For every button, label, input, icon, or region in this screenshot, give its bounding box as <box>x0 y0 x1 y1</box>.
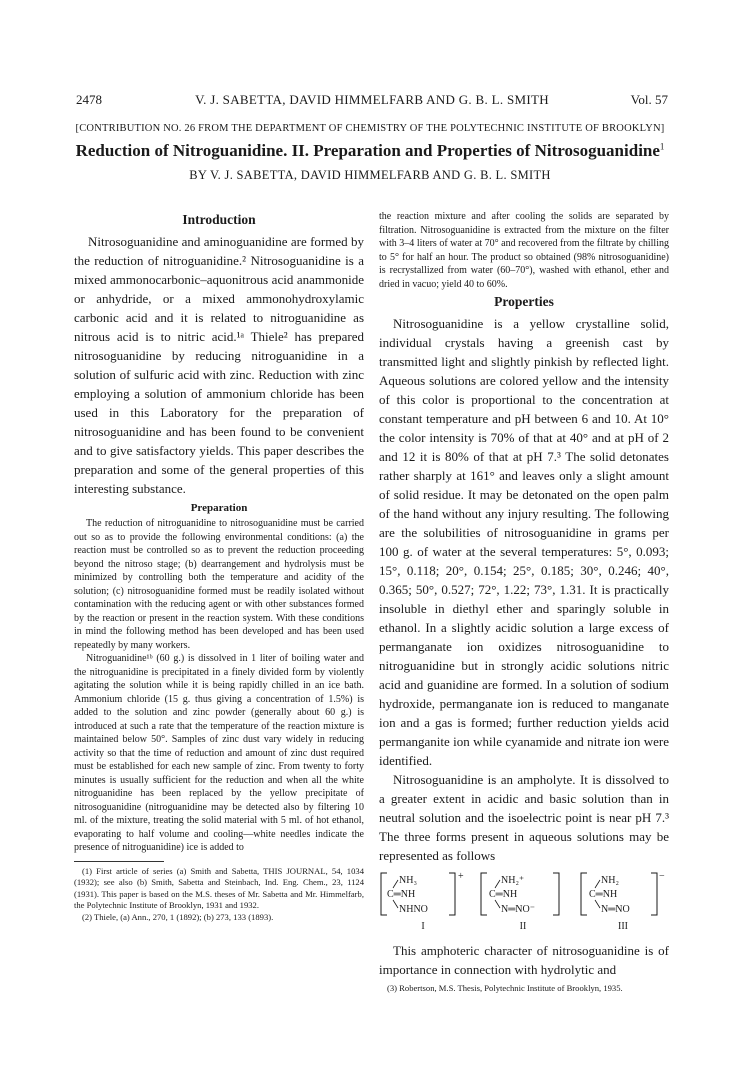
structure-III-bot: N═NO <box>601 904 630 915</box>
structure-II-bot: N═NO⁻ <box>501 904 536 915</box>
contribution-line: [CONTRIBUTION NO. 26 FROM THE DEPARTMENT OF CHEMISTRY OF THE POLYTECHNIC INSTITUTE OF BROOKLYN] <box>75 123 665 134</box>
structure-III-drawing <box>579 871 667 921</box>
structure-III <box>579 871 667 937</box>
properties-paragraph-3: This amphoteric character of nitrosoguanidine is of importance in connection with hydrolytic and <box>379 943 669 977</box>
footnote-1: (1) First article of series (a) Smith and Sabetta, THIS JOURNAL, 54, 1034 (1932); see also (b) Smith, Sabetta and Steinbach, Ind. Eng. Chem., 23, 1124 (1931). This paper is based on the M.S. theses of Mr. Sabetta and Mr. Himmelfarb, the Polytechnic Institute of Brooklyn, 1931 and 1932. <box>74 865 364 910</box>
volume-label: Vol. 57 <box>630 92 668 107</box>
structure-II-mid: C═NH <box>489 889 518 900</box>
structure-II-label: II <box>519 921 527 932</box>
preparation-paragraph-1: The reduction of nitroguanidine to nitrosoguanidine must be carried out so as to provide the following environmental conditions: (a) the reaction must be controlled so as to prevent the reduction proceeding beyond the nitroso stage; (b) dearrangement and hydrolysis must be minimized by controlling both the temperature and acidity of the solution; (c) nitrosoguanidine formed must be readily isolated without contamination with the reducing agent or with other substances formed by the reaction or present in the reaction system. With these conditions in mind the following method has been developed and has been used repeatedly by many workers. <box>74 518 364 651</box>
title-footnote-marker: 1 <box>659 141 665 152</box>
paper-title <box>0 141 740 161</box>
structure-I-drawing <box>379 871 467 921</box>
byline: BY V. J. SABETTA, DAVID HIMMELFARB AND G. B. L. SMITH <box>189 168 551 182</box>
properties-paragraph-2: Nitrosoguanidine is an ampholyte. It is dissolved to a greater extent in acidic and basic solution than in neutral solution and the isoelectric point is near pH 7.³ The three forms present in aqueous solutions may be represented as follows <box>379 772 669 863</box>
right-column <box>379 210 669 995</box>
structure-III-label: III <box>618 921 628 932</box>
running-header <box>76 92 668 110</box>
structure-I-bot: NHNO <box>399 904 428 915</box>
structure-II-top: NH₂⁺ <box>501 875 525 886</box>
structure-III-mid: C═NH <box>589 889 618 900</box>
footnote-2: (2) Thiele, (a) Ann., 270, 1 (1892); (b) 273, 133 (1893). <box>82 911 274 922</box>
properties-paragraph-1: Nitrosoguanidine is a yellow crystalline solid, individual crystals having a greenish cast by transmitted light and slightly pinkish by reflected light. Aqueous solutions are colored yellow and the intensity of this color is proportional to the concentration at constant temperature and pH between 6 and 10. At 10° the color intensity is 70% of that at 40° and at pH of 2 and 12 it is 80% of that at pH 7.³ The solid detonates rather sharply at 161° and leaves only a slight amount of solid residue. It may be detonated on the open palm of the hand without any injury resulting. The following are the solubilities of nitrosoguanidine in grams per 100 g. of water at the several temperatures: 5°, 0.093; 15°, 0.118; 20°, 0.154; 25°, 0.185; 30°, 0.246; 40°, 0.365; 50°, 0.527; 72°, 1.22; 73°, 1.31. It is practically insoluble in diethyl ether and sparingly soluble in ethanol. In a slightly acidic solution a large excess of permanganate ion oxidizes nitrosoguanidine to nitroguanidine but in strongly acidic solutions nitric acid and guanidine are formed. In a solution of sodium hydroxide, permanganate ion is reduced to manganate ion and a gas is formed; further reduction yields acid permanganite ion while cyanamide and nitrate ion were identified. <box>379 316 669 768</box>
introduction-heading: Introduction <box>182 212 256 227</box>
preparation-heading: Preparation <box>190 502 248 514</box>
structure-III-charge: − <box>659 871 665 882</box>
preparation-continued: the reaction mixture and after cooling the solids are separated by filtration. Nitrosoguanidine is extracted from the mixture on the filter with 3–4 liters of water at 70° and recovered from the filtrate by chilling to 5° for half an hour. The product so obtained (98% nitrosoguanidine) is recrystallized from water (60–70°), washed with ethanol, ether and dried in vacuo; yield 40 to 60%. <box>379 211 669 290</box>
footnote-rule <box>74 861 164 862</box>
ampholyte-structures <box>379 871 669 937</box>
structure-I-charge: + <box>458 871 464 882</box>
structure-III-top: NH₂ <box>601 875 619 886</box>
left-column <box>74 210 364 923</box>
title-text: Reduction of Nitroguanidine. II. Preparation and Properties of Nitrosoguanidine <box>75 141 660 160</box>
structure-II-drawing <box>479 871 567 921</box>
structure-I-label: I <box>421 921 425 932</box>
structure-I-mid: C═NH <box>387 889 416 900</box>
preparation-paragraph-2: Nitroguanidine¹ᵇ (60 g.) is dissolved in 1 liter of boiling water and the nitroguanidine is precipitated in a finely divided form by violently agitating the solution while it is being rapidly chilled in an ice bath. Ammonium chloride (15 g. thus giving a concentration of 1.5%) is added to the solution and zinc powder (generally about 60 g.) is introduced at such a rate that the temperature of the reaction mixture is maintained below 50°. Samples of zinc dust vary widely in reducing activity so that the time of reduction and amount of zinc dust required must be established for each new sample of zinc. From twenty to forty minutes is usually sufficient for the reduction and when all the white nitroguanidine has been replaced by the yellow precipitate of nitrosoguanidine (nitroguanidine may be detected also by filtering 10 ml. of the mixture, treating the solid material with 5 ml. of hot ethanol, evaporating to half volume and cooling—white needles indicate the presence of nitroguanidine) ice is added to <box>74 653 364 853</box>
running-authors: V. J. SABETTA, DAVID HIMMELFARB AND G. B. L. SMITH <box>195 92 549 107</box>
structure-I <box>379 871 467 937</box>
introduction-paragraph: Nitrosoguanidine and aminoguanidine are formed by the reduction of nitroguanidine.² Nitrosoguanidine is a mixed ammonocarbonic–aquonitrous acid anammonide or anhydride, or a mixed ammonohydroxylamic carbonic acid and it is related to nitroguanidine as nitrous acid is to nitric acid.¹ᵃ Thiele² has prepared nitrosoguanidine by reducing nitroguanidine in a solution of sulfuric acid with zinc. Reduction with zinc employing a solution of ammonium chloride has been used in this Laboratory for the preparation of nitrosoguanidine and has been found to be convenient and to give satisfactory yields. This paper describes the preparation and some of the general properties of this interesting substance. <box>74 234 364 496</box>
footnote-3: (3) Robertson, M.S. Thesis, Polytechnic Institute of Brooklyn, 1935. <box>387 983 623 993</box>
structure-II <box>479 871 567 937</box>
page-number: 2478 <box>76 92 102 107</box>
properties-heading: Properties <box>494 294 554 309</box>
structure-I-top: NH₃ <box>399 875 417 886</box>
